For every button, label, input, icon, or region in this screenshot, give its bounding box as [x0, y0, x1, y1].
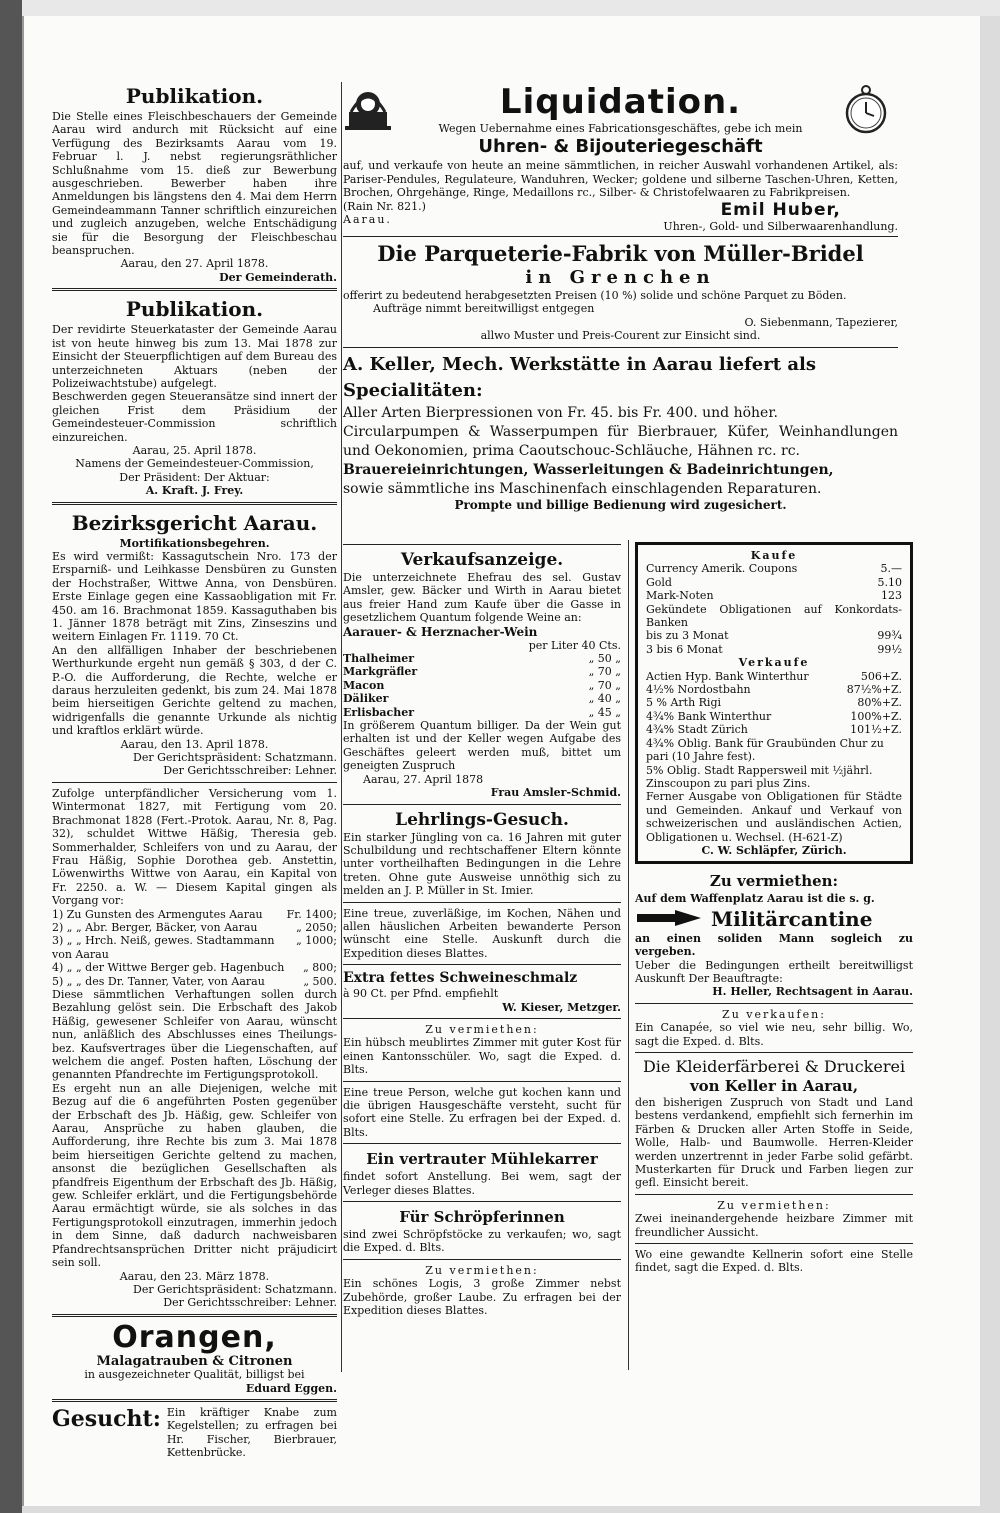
divider	[635, 1243, 913, 1244]
row-label: Gold	[646, 575, 672, 589]
ad-body: Ein starker Jüngling von ca. 16 Jahren mit guter Schulbildung und rechtschaffener Eltern könnte unter vortheilhaften Bedingungen in die Lehre treten. Ohne gute Ausweise unnöthig sich zu melden an J. P. Müller in St. Imier.	[343, 830, 621, 898]
row-value: Fr. 1400;	[286, 907, 337, 921]
list-row	[343, 652, 621, 665]
top-ads	[343, 82, 898, 540]
ad-body: In größerem Quantum billiger. Da der Wein gut erhalten ist und der Keller wegen Aufgabe des Geschäftes geleert werden muß, bittet um geneigten Zuspruch	[343, 719, 621, 773]
ad-signature: W. Kieser, Metzger.	[502, 1000, 621, 1014]
mortgage-list	[52, 908, 337, 988]
keller-line: Brauereieinrichtungen, Wasserleitungen & Badeinrichtungen,	[343, 461, 834, 478]
divider	[343, 1081, 621, 1082]
price-unit: per Liter 40 Cts.	[528, 638, 621, 652]
row-value: 99½	[877, 642, 902, 656]
ad-signature: H. Heller, Rechtsagent in Aarau.	[712, 985, 913, 999]
row-label: 3 bis 6 Monat	[646, 642, 723, 656]
parquet-title: Die Parqueterie-Fabrik von Müller-Bridel	[377, 241, 864, 266]
row-value: 5.—	[880, 562, 902, 576]
ad-title: Ein vertrauter Mühlekarrer	[366, 1150, 598, 1169]
divider	[635, 1003, 913, 1004]
ad-body: an einen soliden Mann sogleich zu vergeben.	[635, 931, 913, 959]
ad-body: sind zwei Schröpfstöcke zu verkaufen; wo, sagt die Exped. d. Blts.	[343, 1228, 621, 1255]
buy-list-2	[646, 629, 902, 656]
notice-date: Aarau, 25. April 1878.	[132, 443, 257, 457]
ad-body: Ein hübsch meublirtes Zimmer mit guter Kost für einen Kantonsschüler. Wo, sagt die Exped. d. Blts.	[343, 1036, 621, 1077]
ad-title: Verkaufsanzeige.	[400, 550, 564, 570]
pointing-hand-icon	[635, 906, 705, 932]
divider	[343, 1259, 621, 1260]
notice-body: Zufolge unterpfändlicher Versicherung vom 1. Wintermonat 1827, mit Fertigung vom 20. Brachmonat 1828 (Fert.-Protok. Aarau, Nr. 8, Pag. 32), schuldet Wittwe Häßig, Theresia geb. Sommerhalder, Schleifers von und zu Aarau, der Frau Häßig, Sophie Dorothea geb. Anstettin, Löwenwirths Wittwe von Aarau, ein Kapital von Fr. 2250. a. W. — Diesem Kapital gingen als Vorgang vor:	[52, 786, 337, 908]
ad-body: Zwei ineinandergehende heizbare Zimmer mit freundlicher Aussicht.	[635, 1212, 913, 1239]
ad-body: Auf dem Waffenplatz Aarau ist die s. g.	[635, 892, 875, 906]
ad-body: allwo Muster und Preis-Courent zur Einsicht sind.	[480, 329, 761, 343]
notice-body: Die Stelle eines Fleischbeschauers der Gemeinde Aarau wird andurch mit Rücksicht auf eine Verfügung des Bezirksamts Aarau vom 19. Februar l. J. nebst regierungsräthlicher Schlußnahme vom 15. dieß zur Bewerbung ausgeschrieben. Bewerber haben ihre Anmeldungen bis längstens den 4. Mai dem Herrn Gemeindeammann Tanner schriftlich einzureichen und zugleich anzugeben, welche Entschädigung sie für die Besorgung der Fleischbeschau beanspruchen.	[52, 110, 337, 258]
notice-body: An den allfälligen Inhaber der beschriebenen Werthurkunde ergeht nun gemäß § 303, d der C. P.-O. die Aufforderung, die Rechte, welche er daraus herzuleiten gedenkt, bis zum 24. Mai 1878 beim hierseitigen Gerichte geltend zu machen, widrigenfalls die genannte Urkunde als nichtig und kraftlos erklärt würde.	[52, 643, 337, 738]
ad-body: Ueber die Bedingungen ertheilt bereitwilligst Auskunft Der Beauftragte:	[635, 958, 913, 985]
ad-body: Wo eine gewandte Kellnerin sofort eine Stelle findet, sagt die Exped. d. Blts.	[635, 1248, 913, 1275]
notice-title: Publikation.	[125, 84, 264, 108]
row-label: Markgräfler	[343, 665, 418, 679]
row-label: 4¾% Bank Winterthur	[646, 709, 772, 723]
list-row	[52, 975, 337, 988]
page-binding-edge	[0, 0, 22, 1513]
divider	[343, 544, 621, 545]
row-value: „ 2050;	[296, 920, 337, 934]
row-label: 5) „ „ des Dr. Tanner, Vater, von Aarau	[52, 974, 265, 988]
list-row	[646, 723, 902, 736]
row-label: Currency Amerik. Coupons	[646, 562, 798, 576]
box-title: Kaufe	[750, 549, 798, 562]
ad-title: Zu vermiethen:	[709, 872, 839, 891]
orangen-title: Orangen,	[112, 1319, 277, 1355]
clock-pendule-icon	[343, 82, 393, 132]
ad-trade: Uhren-, Gold- und Silberwaarenhandlung.	[663, 219, 898, 233]
row-value: 100%+Z.	[850, 709, 902, 723]
ad-body: Eine treue Person, welche gut kochen kann und die übrigen Hausgeschäfte versteht, sucht für sofort eine Stelle. Zu erfragen bei der Exped. d. Blts.	[343, 1085, 621, 1139]
divider	[52, 782, 337, 783]
box-title: Verkaufe	[738, 656, 810, 670]
ad-body: findet sofort Anstellung. Bei wem, sagt der Verleger dieses Blattes.	[343, 1170, 621, 1197]
divider	[52, 1399, 337, 1402]
ad-signature: O. Siebenmann, Tapezierer,	[744, 315, 898, 329]
wine-list	[343, 652, 621, 719]
ad-body: Aufträge nimmt bereitwilligst entgegen	[373, 302, 595, 316]
row-value: 87½%+Z.	[846, 683, 902, 697]
notice-signature: Namens der Gemeindesteuer-Commission,	[75, 457, 314, 471]
row-value: 5.10	[877, 575, 902, 589]
notice-date: Aarau, den 13. April 1878.	[120, 737, 269, 751]
divider	[343, 1018, 621, 1019]
notice-signature: Der Gerichtsschreiber: Lehner.	[163, 764, 337, 778]
divider	[52, 288, 337, 291]
ad-date: Aarau, 27. April 1878	[363, 772, 484, 786]
row-label: Erlisbacher	[343, 705, 415, 719]
ad-title: Zu vermiethen:	[425, 1022, 539, 1036]
buy-list	[646, 562, 902, 602]
ad-title: Extra fettes Schweineschmalz	[343, 970, 578, 987]
gesucht-title: Gesucht:	[52, 1405, 161, 1432]
list-row	[646, 710, 902, 723]
row-value: 506+Z.	[860, 669, 902, 683]
list-row	[646, 696, 902, 709]
list-row	[343, 665, 621, 678]
ad-title: Zu vermiethen:	[717, 1198, 831, 1212]
row-value: „ 45 „	[588, 705, 621, 719]
row-label: 4¾% Stadt Zürich	[646, 723, 748, 737]
notice-date: Aarau, den 27. April 1878.	[120, 257, 269, 271]
divider	[343, 1143, 621, 1144]
middle-column	[343, 540, 621, 1380]
list-row	[343, 706, 621, 719]
list-row	[646, 576, 902, 589]
list-row	[343, 679, 621, 692]
ad-body: den bisherigen Zuspruch von Stadt und Land bestens verdankend, empfiehlt sich fernerhin im Färben & Drucken aller Arten Stoffe in Seide, Wolle, Halb- und Baumwolle. Herren-Kleider werden unzertrennt in jeder Farbe solid gefärbt. Musterkarten für Druck und Farben liegen zur gefl. Einsicht bereit.	[635, 1096, 913, 1190]
row-value: 80%+Z.	[857, 696, 902, 710]
ad-place: Aarau.	[343, 213, 392, 227]
divider	[343, 804, 621, 805]
ad-body: Die unterzeichnete Ehefrau des sel. Gustav Amsler, gew. Bäcker und Wirth in Aarau bietet aus freier Hand zum Kaufe über die Gasse in gesetzlichem Quantum folgende Weine an:	[343, 571, 621, 625]
ad-body: in ausgezeichneter Qualität, billigst bei	[84, 1368, 305, 1382]
notice-signature: Der Gerichtspräsident: Schatzmann.	[133, 1282, 337, 1296]
notice-title: Bezirksgericht Aarau.	[71, 510, 318, 535]
row-label: Mark-Noten	[646, 589, 714, 603]
row-value: „ 70 „	[588, 678, 621, 692]
keller-head: A. Keller, Mech. Werkstätte in Aarau liefert als Specialitäten:	[343, 353, 816, 401]
list-row	[343, 692, 621, 705]
divider	[343, 902, 621, 903]
row-value: „ 50 „	[588, 652, 621, 666]
right-column	[628, 540, 913, 1370]
notice-body: Es ergeht nun an alle Diejenigen, welche mit Bezug auf die 6 angeführten Posten gegenüber der Erbschaft des Jb. Häßig, gew. Schleifer von Aarau, Ansprüche zu haben glauben, die Aufforderung, ihre Rechte bis zum 3. Mai 1878 beim hierseitigen Gerichte geltend zu machen, ansonst die bezüglichen Gesellschaften als pfandfreis Eigenthum der Erbschaft des Jb. Häßig, gew. Schleifer erklärt, und die Fertigungsbehörde Aarau ermächtigt würde, sie als solches in das Fertigungsprotokoll einzutragen, immerhin jedoch in dem Sinne, daß dadurch nachweisbaren Pfandrechtsansprüchen Dritter nicht präjudicirt sein soll.	[52, 1081, 337, 1270]
list-row	[646, 683, 902, 696]
ad-body: Ein Canapée, so viel wie neu, sehr billig. Wo, sagt die Exped. d. Blts.	[635, 1021, 913, 1048]
list-row	[646, 562, 902, 575]
divider	[635, 1052, 913, 1053]
liquidation-title: Liquidation.	[499, 82, 742, 122]
row-label: 5 % Arth Rigi	[646, 696, 722, 710]
divider	[343, 1201, 621, 1202]
pocket-watch-icon	[844, 84, 888, 134]
notice-signature: A. Kraft. J. Frey.	[145, 484, 244, 498]
ad-title: Für Schröpferinnen	[399, 1208, 565, 1227]
list-row	[52, 934, 337, 961]
row-label: Thalheimer	[343, 652, 415, 666]
ad-subtitle: von Keller in Aarau,	[689, 1077, 859, 1095]
row-label: 2) „ „ Abr. Berger, Bäcker, von Aarau	[52, 920, 258, 934]
row-value: 123	[881, 589, 902, 603]
left-column	[52, 82, 342, 1460]
notice-body: Diese sämmtlichen Verhaftungen sollen durch Bezahlung gelöst sein. Die Erbschaft des Jakob Häßig, gewesener Schleifer von Aarau, wünscht nun, anläßlich des Abschlusses eines Theilungs- bez. Kaufsvertrages über die Liegenschaften, auf welchem die angef. Posten haften, Löschung der genannten Pfandrechte im Fertigungsprotokoll.	[52, 987, 337, 1082]
row-label: 4½% Nordostbahn	[646, 683, 751, 697]
row-label: Macon	[343, 678, 385, 692]
notice-signature: Der Gerichtsschreiber: Lehner.	[163, 1296, 337, 1310]
box-text: Gekündete Obligationen auf Konkordats-Banken	[646, 602, 902, 630]
shop-name: Uhren- & Bijouteriegeschäft	[478, 136, 763, 158]
list-row	[646, 643, 902, 656]
row-label: bis zu 3 Monat	[646, 629, 729, 643]
divider	[52, 1314, 337, 1317]
list-row	[646, 764, 902, 791]
list-row	[646, 670, 902, 683]
ad-body: auf, und verkaufe von heute an meine sämmtlichen, in reicher Auswahl vorhandenen Artikel, als: Pariser-Pendules, Regulateure, Wanduhren, Wecker; goldene und silberne Taschen-Uhren, Ketten, Brochen, Ohrgehänge, Ringe, Medaillons rc., Silber- & Christofelwaaren zu Fabrikpreisen.	[343, 159, 898, 200]
ad-title: Zu verkaufen:	[722, 1007, 826, 1021]
row-value: „ 800;	[303, 961, 337, 975]
row-value: „ 70 „	[588, 665, 621, 679]
row-label: 3) „ „ Hrch. Neiß, gewes. Stadtammann von Aarau	[52, 934, 275, 961]
list-row	[646, 589, 902, 602]
keller-line: Prompte und billige Bedienung wird zugesichert.	[454, 497, 787, 512]
row-value: 101½+Z.	[850, 723, 902, 737]
divider	[635, 1194, 913, 1195]
list-row	[52, 921, 337, 934]
row-label: 5% Oblig. Stadt Rappersweil mit ½jährl. Zinscoupon zu pari plus Zins.	[646, 763, 873, 790]
ad-body: à 90 Ct. per Pfnd. empfiehlt	[343, 987, 499, 1001]
row-label: Actien Hyp. Bank Winterthur	[646, 669, 809, 683]
list-row	[52, 961, 337, 974]
sell-list	[646, 670, 902, 791]
ad-subtitle: Malagatrauben & Citronen	[96, 1353, 293, 1369]
row-value: „ 40 „	[588, 692, 621, 706]
notice-body: Beschwerden gegen Steueransätze sind innert der gleichen Frist dem Präsidium der Gemeindesteuer-Commission schriftlich einzureichen.	[52, 390, 337, 444]
ad-title: Die Kleiderfärberei & Druckerei	[642, 1057, 906, 1076]
divider	[343, 236, 898, 237]
notice-date: Aarau, den 23. März 1878.	[119, 1269, 270, 1283]
row-value: „ 500.	[303, 974, 337, 988]
box-signature: C. W. Schläpfer, Zürich.	[701, 843, 847, 857]
ad-signature: Emil Huber,	[720, 199, 841, 220]
militaercantine: Militärcantine	[711, 906, 873, 931]
row-label: 4) „ „ der Wittwe Berger geb. Hagenbuch	[52, 961, 285, 975]
box-text: Ferner Ausgabe von Obligationen für Städte und Gemeinden. Ankauf und Verkauf von schweizerischen und ausländischen Actien, Obligationen u. Wechsel. (H-621-Z)	[646, 790, 902, 844]
ad-subtitle: Aarauer- & Herznacher-Wein	[343, 624, 538, 639]
ad-signature: Eduard Eggen.	[245, 1381, 337, 1395]
ad-body: Ein schönes Logis, 3 große Zimmer nebst Zubehörde, großer Laube. Zu erfragen bei der Expedition dieses Blattes.	[343, 1277, 621, 1318]
keller-line: sowie sämmtliche ins Maschinenfach einschlagenden Reparaturen.	[343, 480, 822, 497]
ad-signature: Frau Amsler-Schmid.	[490, 786, 621, 800]
ad-title: Zu vermiethen:	[425, 1263, 539, 1277]
notice-subtitle: Mortifikationsbegehren.	[119, 536, 270, 550]
row-value: 99¾	[877, 629, 902, 643]
ad-body: Ein kräftiger Knabe zum Kegelstellen; zu erfragen bei Hr. Fischer, Bierbrauer, Kettenbrücke.	[166, 1405, 337, 1460]
row-label: 1) Zu Gunsten des Armengutes Aarau	[52, 907, 263, 921]
notice-body: Es wird vermißt: Kassagutschein Nro. 173 der Ersparniß- und Leihkasse Densbüren zu Gunsten der Hochstraßer, Wittwe Anna, von Densbüren. Erste Einlage gegen eine Kassaobligation mit Fr. 450. am 16. Brachmonat 1859. Kassaguthaben bis 1. Jänner 1878 beträgt mit Zins, Zinseszins und weitern Einlagen Fr. 1119. 70 Ct.	[52, 549, 337, 644]
divider	[343, 347, 898, 348]
row-value: „ 1000;	[296, 934, 337, 948]
row-label: Däliker	[343, 692, 389, 706]
row-label: 4¾% Oblig. Bank für Graubünden Chur zu pari (10 Jahre fest).	[646, 736, 884, 764]
divider	[343, 964, 621, 965]
ad-title: Lehrlings-Gesuch.	[395, 809, 569, 830]
keller-line: Aller Arten Bierpressionen von Fr. 45. bis Fr. 400. und höher.	[343, 404, 778, 421]
list-row	[646, 737, 902, 764]
keller-line: Circularpumpen & Wasserpumpen für Bierbrauer, Küfer, Weinhandlungen und Oekonomien, prima Caoutschouc-Schläuche, Hähnen rc. rc.	[343, 423, 898, 459]
ad-body: offerirt zu bedeutend herabgesetzten Preisen (10 %) solide und schöne Parquet zu Böden.	[343, 289, 847, 302]
notice-signature: Der Gemeinderath.	[219, 270, 337, 284]
page-top-edge	[0, 0, 1000, 16]
notice-signature: Der Präsident: Der Aktuar:	[119, 470, 270, 484]
divider	[52, 502, 337, 505]
list-row	[52, 908, 337, 921]
notice-title: Publikation.	[125, 297, 264, 322]
notice-signature: Der Gerichtspräsident: Schatzmann.	[133, 751, 337, 765]
ad-body: Eine treue, zuverläßige, im Kochen, Nähen und allen häuslichen Arbeiten bewanderte Person wünscht eine Stelle. Auskunft durch die Expedition dieses Blattes.	[343, 906, 621, 960]
ad-body: Wegen Uebernahme eines Fabricationsgeschäftes, gebe ich mein	[438, 122, 803, 135]
bank-box	[635, 542, 913, 864]
ad-address: (Rain Nr. 821.)	[343, 199, 426, 213]
list-row	[646, 629, 902, 642]
notice-body: Der revidirte Steuerkataster der Gemeinde Aarau ist von heute hinweg bis zum 13. Mai 1878 zur Einsicht der Steuerpflichtigen auf dem Bureau des unterzeichneten Aktuars (neben der Polizeiwachtstube) aufgelegt.	[52, 323, 337, 390]
parquet-place: in Grenchen	[525, 267, 716, 288]
